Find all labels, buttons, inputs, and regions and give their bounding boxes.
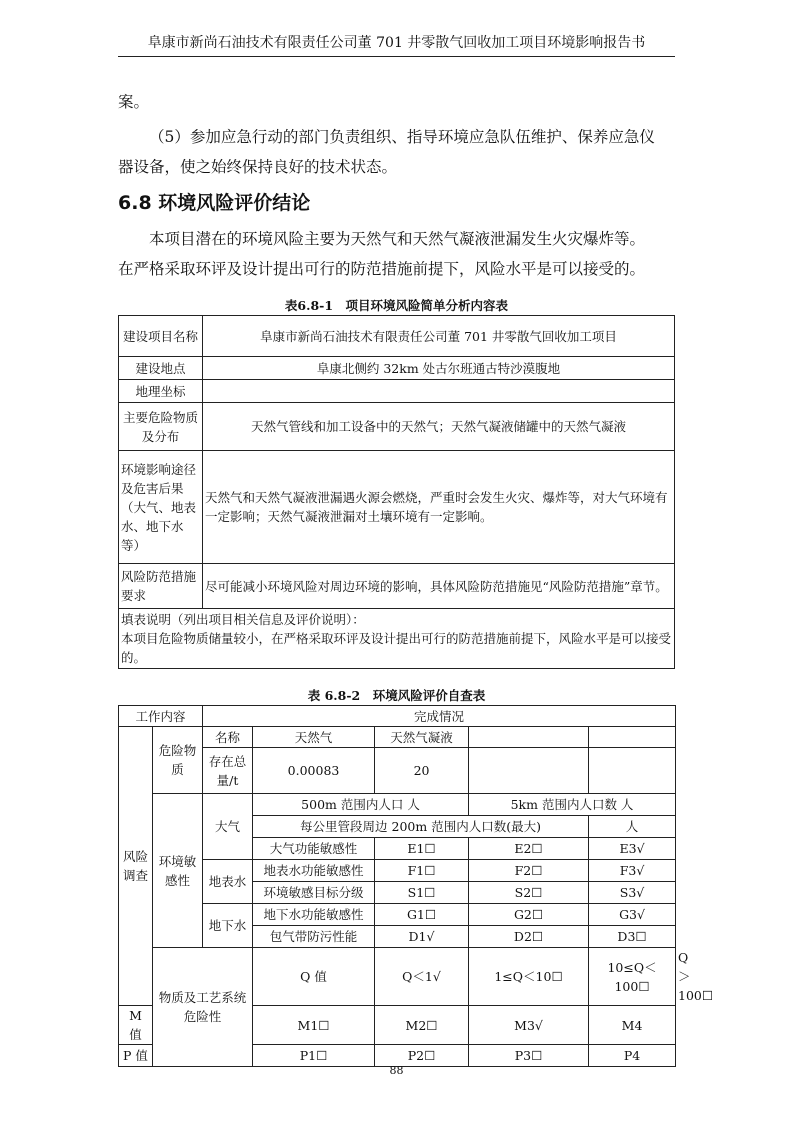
amount-1: 0.00083 bbox=[253, 748, 375, 794]
row-label: 建设地点 bbox=[119, 357, 203, 380]
d2: D2☐ bbox=[469, 926, 589, 948]
row-value: 阜康北侧约 32km 处古尔班通古特沙漠腹地 bbox=[203, 357, 675, 380]
para-top: 案。 bbox=[118, 93, 150, 111]
empty-cell bbox=[469, 727, 589, 748]
header-done: 完成情况 bbox=[203, 706, 676, 727]
header-work: 工作内容 bbox=[119, 706, 203, 727]
name-label: 名称 bbox=[203, 727, 253, 748]
table-row bbox=[119, 860, 676, 882]
empty-cell bbox=[589, 727, 676, 748]
e1: E1☐ bbox=[375, 838, 469, 860]
d1: D1√ bbox=[375, 926, 469, 948]
gw-aeration: 包气带防污性能 bbox=[253, 926, 375, 948]
table-row bbox=[119, 727, 676, 748]
sw-func: 地表水功能敏感性 bbox=[253, 860, 375, 882]
g1: G1☐ bbox=[375, 904, 469, 926]
page-number: 88 bbox=[389, 1064, 404, 1077]
amount-label: 存在总量/t bbox=[203, 748, 253, 794]
s3: S3√ bbox=[589, 882, 676, 904]
s2: S2☐ bbox=[469, 882, 589, 904]
g2: G2☐ bbox=[469, 904, 589, 926]
table-row: 物质及工艺系统危险性 Q 值 Q＜1√ 1≤Q＜10☐ 10≤Q＜100☐ Q＞100☐ bbox=[119, 948, 676, 1006]
f2: F2☐ bbox=[469, 860, 589, 882]
para-item5-line1: （5）参加应急行动的部门负责组织、指导环境应急队伍维护、保养应急仪 bbox=[149, 128, 655, 146]
q3: 10≤Q＜100☐ bbox=[589, 948, 676, 1006]
surface-water-label: 地表水 bbox=[203, 860, 253, 904]
empty-cell bbox=[589, 748, 676, 794]
row-value: 天然气和天然气凝液泄漏遇火源会燃烧，严重时会发生火灾、爆炸等，对大气环境有一定影响；天然气凝液泄漏对土壤环境有一定影响。 bbox=[203, 451, 675, 564]
p1: P1☐ bbox=[253, 1045, 375, 1067]
table2-caption: 表 6.8-2 环境风险评价自查表 bbox=[307, 688, 486, 703]
air-5km: 5km 范围内人口数 人 bbox=[469, 794, 676, 816]
q1: Q＜1√ bbox=[375, 948, 469, 1006]
air-pipe-unit: 人 bbox=[589, 816, 676, 838]
hazard-label: 危险物质 bbox=[153, 727, 203, 794]
s1: S1☐ bbox=[375, 882, 469, 904]
f1: F1☐ bbox=[375, 860, 469, 882]
substance-1: 天然气 bbox=[253, 727, 375, 748]
d3: D3☐ bbox=[589, 926, 676, 948]
m3: M3√ bbox=[469, 1006, 589, 1045]
sw-target: 环境敏感目标分级 bbox=[253, 882, 375, 904]
e2: E2☐ bbox=[469, 838, 589, 860]
row-label: 地理坐标 bbox=[119, 380, 203, 403]
q2: 1≤Q＜10☐ bbox=[469, 948, 589, 1006]
empty-cell bbox=[469, 748, 589, 794]
air-500m: 500m 范围内人口 人 bbox=[253, 794, 469, 816]
table-row bbox=[119, 316, 675, 357]
note-text: 本项目危险物质储量较小，在严格采取环评及设计提出可行的防范措施前提下，风险水平是可以接受的。 bbox=[121, 631, 672, 665]
risk-analysis-table bbox=[118, 315, 675, 669]
note-label: 填表说明（列出项目相关信息及评价说明）： bbox=[121, 612, 365, 627]
air-label: 大气 bbox=[203, 794, 253, 860]
m2: M2☐ bbox=[375, 1006, 469, 1045]
row-label: 主要危险物质及分布 bbox=[119, 403, 203, 451]
table-row bbox=[119, 403, 675, 451]
table-row bbox=[119, 564, 675, 609]
table-row bbox=[119, 904, 676, 926]
p-label: P 值 bbox=[119, 1045, 153, 1067]
row-label: 风险防范措施要求 bbox=[119, 564, 203, 609]
table-row bbox=[119, 380, 675, 403]
conclusion-line1: 本项目潜在的环境风险主要为天然气和天然气凝液泄漏发生火灾爆炸等。 bbox=[149, 230, 646, 248]
self-check-table bbox=[118, 705, 714, 1067]
risk-survey-label: 风险调查 bbox=[119, 727, 153, 1006]
q-label: Q 值 bbox=[253, 948, 375, 1006]
row-value: 阜康市新尚石油技术有限责任公司董 701 井零散气回收加工项目 bbox=[203, 316, 675, 357]
p2: P2☐ bbox=[375, 1045, 469, 1067]
table-note bbox=[119, 609, 675, 669]
row-value: 天然气管线和加工设备中的天然气；天然气凝液储罐中的天然气凝液 bbox=[203, 403, 675, 451]
table-row bbox=[119, 451, 675, 564]
conclusion-line2: 在严格采取环评及设计提出可行的防范措施前提下，风险水平是可以接受的。 bbox=[118, 260, 646, 278]
row-value bbox=[203, 380, 675, 403]
row-label: 环境影响途径及危害后果（大气、地表水、地下水等） bbox=[119, 451, 203, 564]
p4: P4 bbox=[589, 1045, 676, 1067]
m-label: M 值 bbox=[119, 1006, 153, 1045]
row-value: 尽可能减小环境风险对周边环境的影响，具体风险防范措施见“风险防范措施”章节。 bbox=[203, 564, 675, 609]
m4: M4 bbox=[589, 1006, 676, 1045]
air-pipe: 每公里管段周边 200m 范围内人口数(最大) bbox=[253, 816, 589, 838]
table-row bbox=[119, 748, 676, 794]
table-row bbox=[119, 706, 676, 727]
table-row bbox=[119, 357, 675, 380]
e3: E3√ bbox=[589, 838, 676, 860]
running-header: 阜康市新尚石油技术有限责任公司董 701 井零散气回收加工项目环境影响报告书 bbox=[147, 35, 646, 51]
p3: P3☐ bbox=[469, 1045, 589, 1067]
m1: M1☐ bbox=[253, 1006, 375, 1045]
g3: G3√ bbox=[589, 904, 676, 926]
row-label: 建设项目名称 bbox=[119, 316, 203, 357]
table-row bbox=[119, 609, 675, 669]
groundwater-label: 地下水 bbox=[203, 904, 253, 948]
table-row bbox=[119, 794, 676, 816]
gw-func: 地下水功能敏感性 bbox=[253, 904, 375, 926]
substance-2: 天然气凝液 bbox=[375, 727, 469, 748]
amount-2: 20 bbox=[375, 748, 469, 794]
para-item5-line2: 器设备，使之始终保持良好的技术状态。 bbox=[118, 158, 398, 176]
table1-caption: 表6.8-1 项目环境风险简单分析内容表 bbox=[284, 298, 509, 313]
section-title: 6.8 环境风险评价结论 bbox=[118, 192, 311, 214]
process-label: 物质及工艺系统危险性 bbox=[153, 948, 253, 1067]
f3: F3√ bbox=[589, 860, 676, 882]
air-func: 大气功能敏感性 bbox=[253, 838, 375, 860]
sensitivity-label: 环境敏感性 bbox=[153, 794, 203, 948]
header-rule bbox=[118, 56, 675, 57]
